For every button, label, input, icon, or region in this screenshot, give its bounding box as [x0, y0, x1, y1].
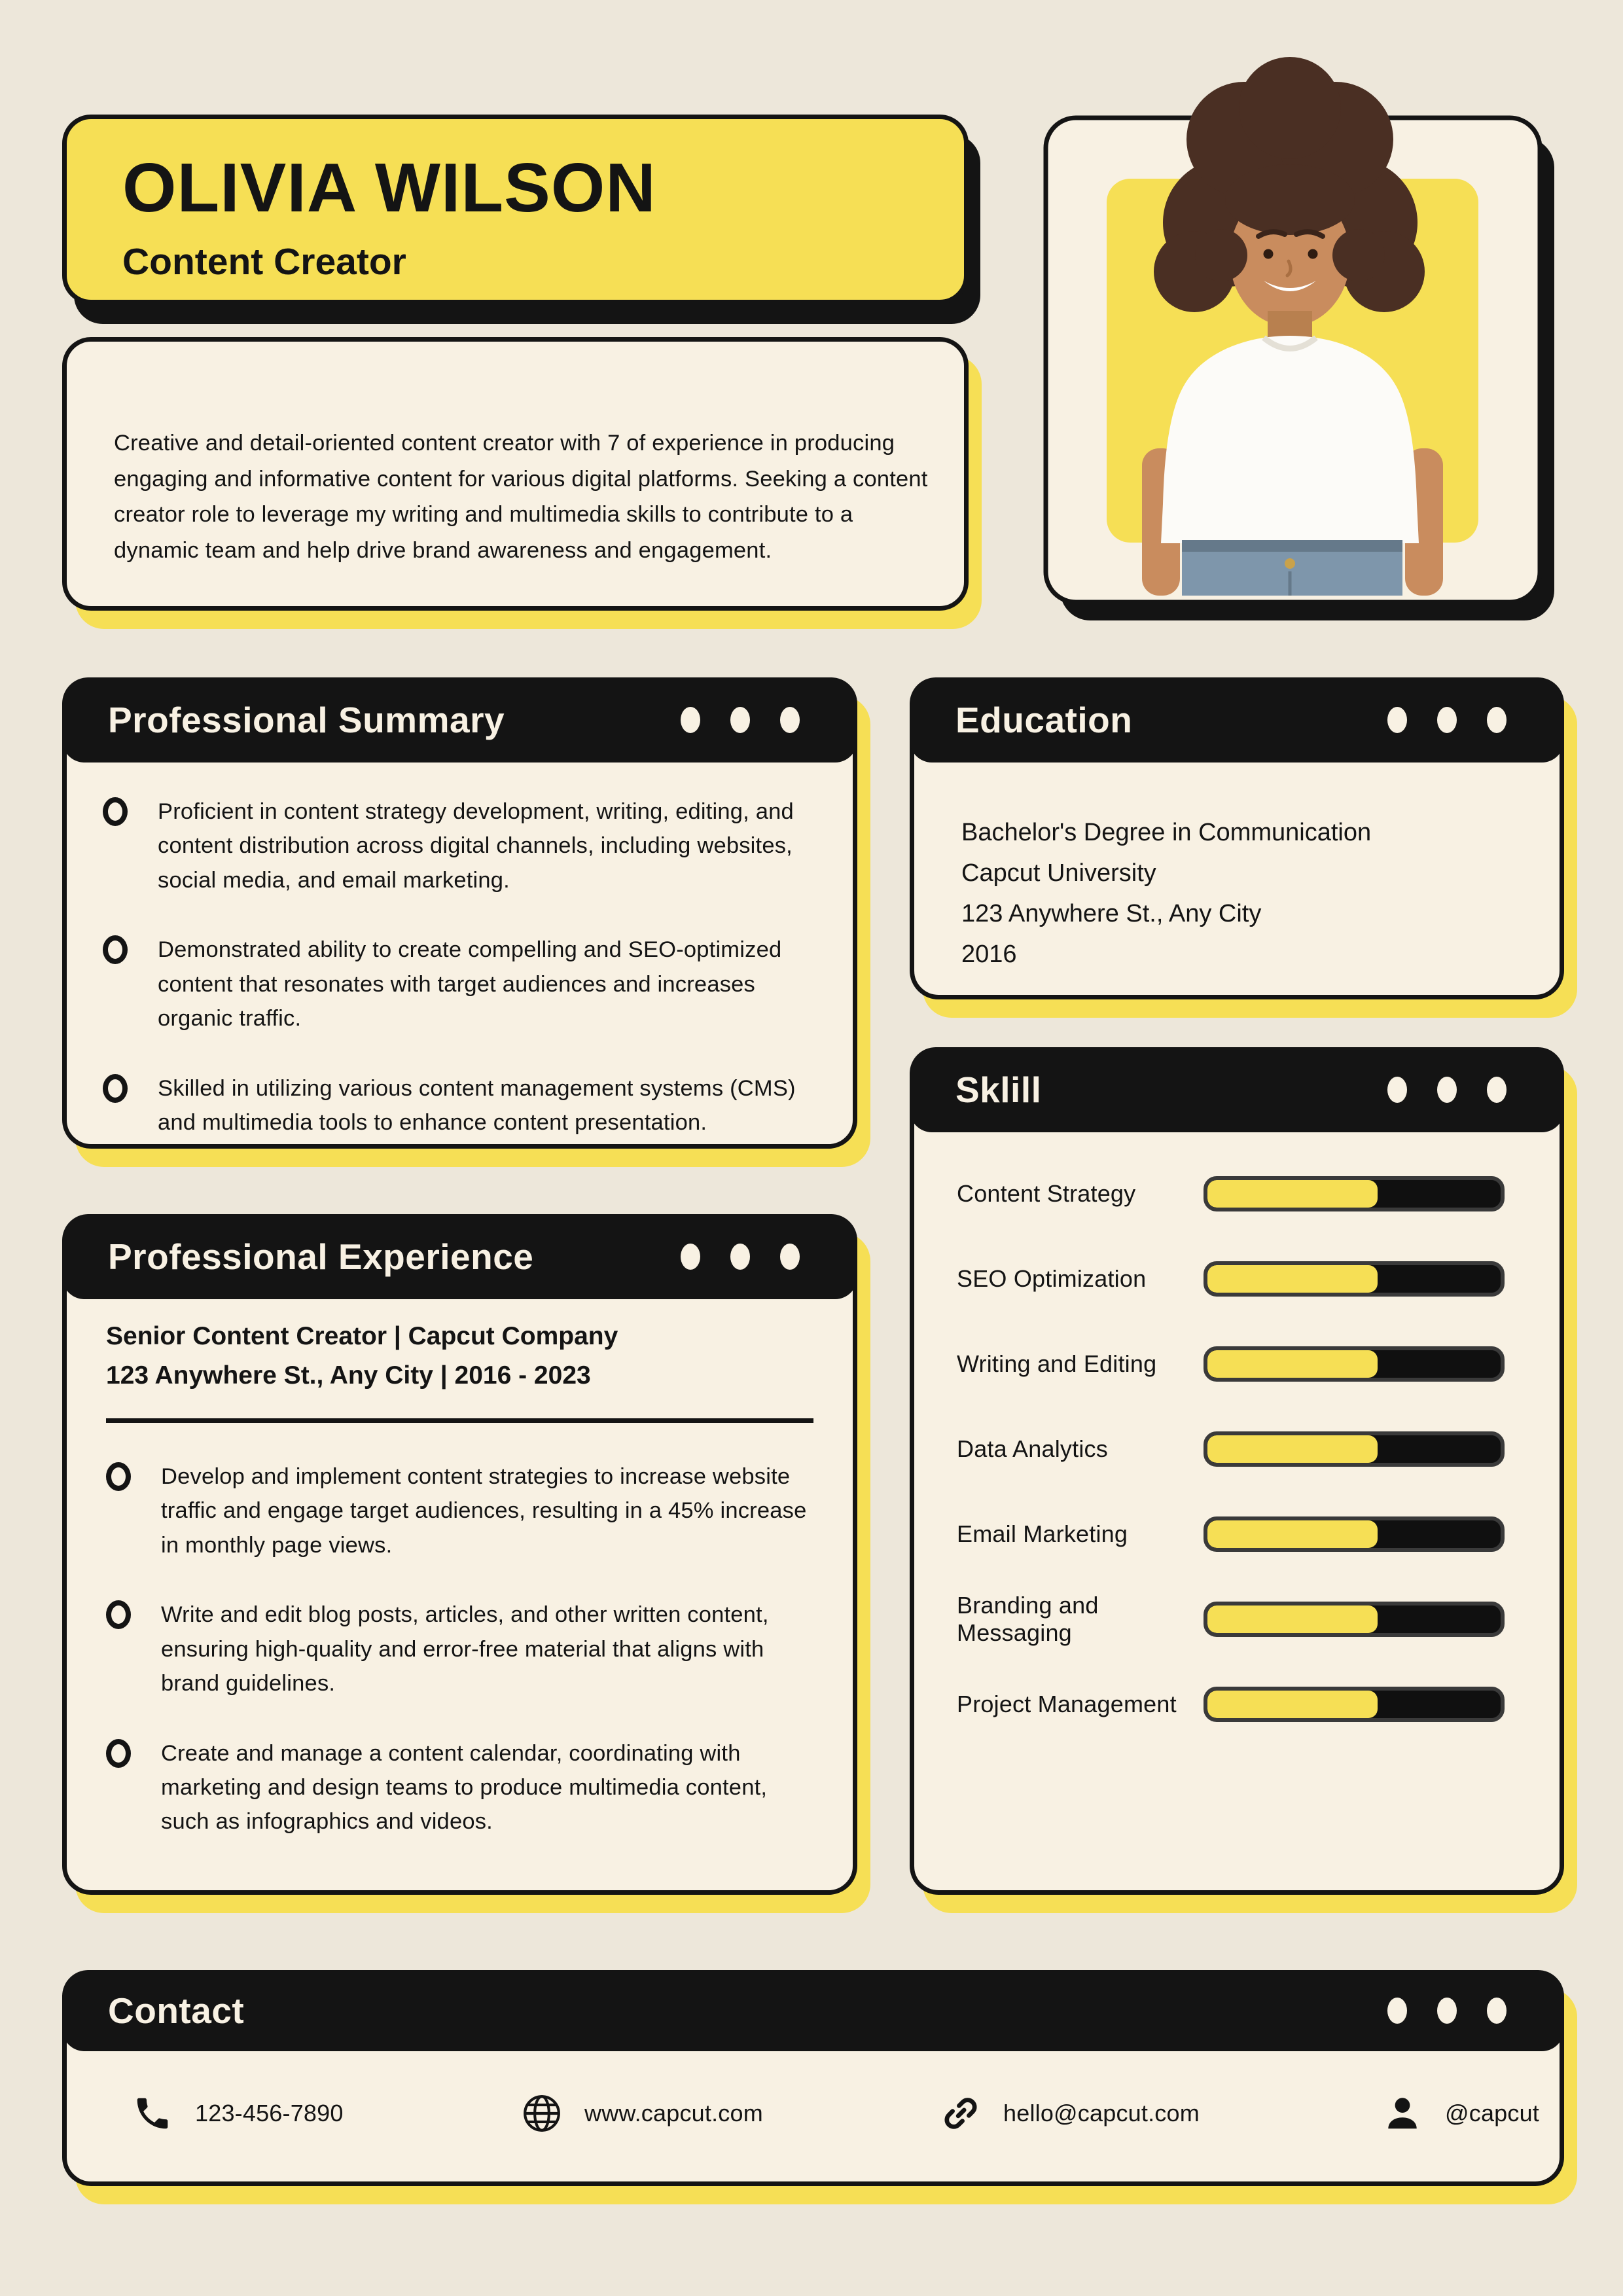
portrait-photo: [1023, 36, 1563, 622]
bullet-circle-icon: [106, 1739, 131, 1768]
experience-card: [62, 1214, 857, 1895]
list-item: [106, 1598, 813, 1700]
bullet-text: Skilled in utilizing various content management systems (CMS) and multimedia tools to enhance content presentation.: [158, 1075, 796, 1136]
window-dots: [1387, 1077, 1507, 1103]
skill-progress-bar: [1204, 1602, 1505, 1637]
section-header: [62, 677, 857, 762]
education-details: [961, 813, 1524, 975]
page-title: OLIVIA WILSON: [122, 149, 656, 226]
skill-label: Writing and Editing: [957, 1350, 1157, 1377]
window-dot-icon: [780, 1244, 800, 1270]
bullet-text: Create and manage a content calendar, coordinating with marketing and design teams to produce multimedia content, such as infographics and videos.: [161, 1740, 768, 1835]
globe-icon: [522, 2093, 562, 2134]
bullet-circle-icon: [106, 1462, 131, 1491]
skill-row: [957, 1236, 1505, 1321]
skill-row: [957, 1151, 1505, 1236]
bullet-circle-icon: [103, 935, 128, 964]
skill-label: Data Analytics: [957, 1435, 1108, 1462]
website-url: www.capcut.com: [584, 2100, 763, 2126]
window-dots: [681, 1244, 800, 1270]
bullet-text: Write and edit blog posts, articles, and other written content, ensuring high-quality and error-free material that aligns with brand guidelines.: [161, 1602, 769, 1696]
skill-progress-fill: [1207, 1180, 1378, 1208]
email-address: hello@capcut.com: [1003, 2100, 1200, 2126]
skill-row: [957, 1407, 1505, 1492]
social-handle: @capcut: [1445, 2100, 1540, 2126]
skill-row: [957, 1492, 1505, 1577]
window-dots: [681, 707, 800, 733]
window-dot-icon: [1387, 1077, 1407, 1103]
window-dot-icon: [1437, 707, 1457, 733]
contact-item-website: [522, 2090, 763, 2137]
section-title: Contact: [108, 1990, 245, 2031]
section-title: Education: [955, 700, 1133, 740]
list-item: [103, 1071, 815, 1140]
professional-summary-card: [62, 677, 857, 1149]
section-header: [62, 1214, 857, 1299]
job-position: Senior Content Creator | Capcut Company: [106, 1322, 618, 1350]
bullet-circle-icon: [106, 1600, 131, 1629]
section-title: Professional Experience: [108, 1236, 534, 1277]
skill-progress-bar: [1204, 1687, 1505, 1722]
list-item: [103, 795, 815, 897]
skill-progress-bar: [1204, 1346, 1505, 1382]
section-title: Professional Summary: [108, 700, 505, 740]
window-dot-icon: [1387, 707, 1407, 733]
school-address: 123 Anywhere St., Any City: [961, 899, 1262, 927]
skill-progress-fill: [1207, 1265, 1378, 1293]
bullet-text: Demonstrated ability to create compelling and SEO-optimized content that resonates with target audiences and increases organic traffic.: [158, 937, 782, 1031]
section-header: [910, 1047, 1564, 1132]
phone-number: 123-456-7890: [195, 2100, 344, 2126]
bullet-circle-icon: [103, 1074, 128, 1103]
skill-progress-bar: [1204, 1431, 1505, 1467]
intro-summary-card: [62, 337, 969, 611]
skill-progress-fill: [1207, 1520, 1378, 1548]
bullet-circle-icon: [103, 797, 128, 826]
contact-item-social: [1382, 2090, 1539, 2137]
skill-progress-fill: [1207, 1605, 1378, 1633]
skill-progress-bar: [1204, 1176, 1505, 1211]
contact-item-email: [940, 2090, 1200, 2137]
window-dot-icon: [1487, 1998, 1507, 2024]
skills-card: [910, 1047, 1564, 1895]
bullet-text: Proficient in content strategy development, writing, editing, and content distribution across digital channels, including websites, social media, and email marketing.: [158, 799, 794, 893]
window-dot-icon: [681, 707, 700, 733]
window-dots: [1387, 707, 1507, 733]
school: Capcut University: [961, 859, 1156, 887]
skill-label: Content Strategy: [957, 1180, 1136, 1207]
intro-summary-text: Creative and detail-oriented content creator with 7 of experience in producing engaging and informative content for various digital platforms. Seeking a content creator role to leverage my writing and multimedia skills to contribute to a dynamic team and help drive brand awareness and engagement.: [114, 431, 928, 563]
skill-progress-fill: [1207, 1350, 1378, 1378]
skill-progress-fill: [1207, 1691, 1378, 1718]
skill-label: Branding and Messaging: [957, 1592, 1099, 1646]
window-dot-icon: [780, 707, 800, 733]
job-role-subtitle: Content Creator: [122, 241, 406, 283]
list-item: [106, 1460, 813, 1562]
skill-row: [957, 1662, 1505, 1747]
link-icon: [940, 2093, 981, 2134]
skill-progress-bar: [1204, 1516, 1505, 1552]
skill-label: Email Marketing: [957, 1520, 1128, 1547]
skill-label: Project Management: [957, 1691, 1177, 1717]
education-card: [910, 677, 1564, 999]
phone-icon: [132, 2093, 173, 2134]
skill-progress-fill: [1207, 1435, 1378, 1463]
divider: [106, 1418, 813, 1423]
user-icon: [1382, 2093, 1423, 2134]
degree: Bachelor's Degree in Communication: [961, 819, 1372, 846]
window-dot-icon: [730, 707, 750, 733]
window-dot-icon: [1387, 1998, 1407, 2024]
skill-row: [957, 1577, 1505, 1662]
window-dot-icon: [1437, 1998, 1457, 2024]
header-card: [62, 115, 969, 304]
contact-card: [62, 1970, 1564, 2186]
window-dot-icon: [681, 1244, 700, 1270]
window-dot-icon: [1437, 1077, 1457, 1103]
list-item: [106, 1736, 813, 1839]
section-title: Sklill: [955, 1069, 1042, 1110]
graduation-year: 2016: [961, 940, 1017, 968]
skill-row: [957, 1321, 1505, 1407]
list-item: [103, 933, 815, 1035]
skill-label: SEO Optimization: [957, 1265, 1147, 1292]
section-header: [910, 677, 1564, 762]
window-dot-icon: [1487, 707, 1507, 733]
window-dots: [1387, 1998, 1507, 2024]
section-header: [62, 1970, 1564, 2051]
window-dot-icon: [730, 1244, 750, 1270]
bullet-text: Develop and implement content strategies to increase website traffic and engage target audiences, resulting in a 45% increase in monthly page views.: [161, 1463, 807, 1558]
window-dot-icon: [1487, 1077, 1507, 1103]
contact-item-phone: [132, 2090, 344, 2137]
skill-progress-bar: [1204, 1261, 1505, 1297]
job-meta: 123 Anywhere St., Any City | 2016 - 2023: [106, 1361, 591, 1390]
